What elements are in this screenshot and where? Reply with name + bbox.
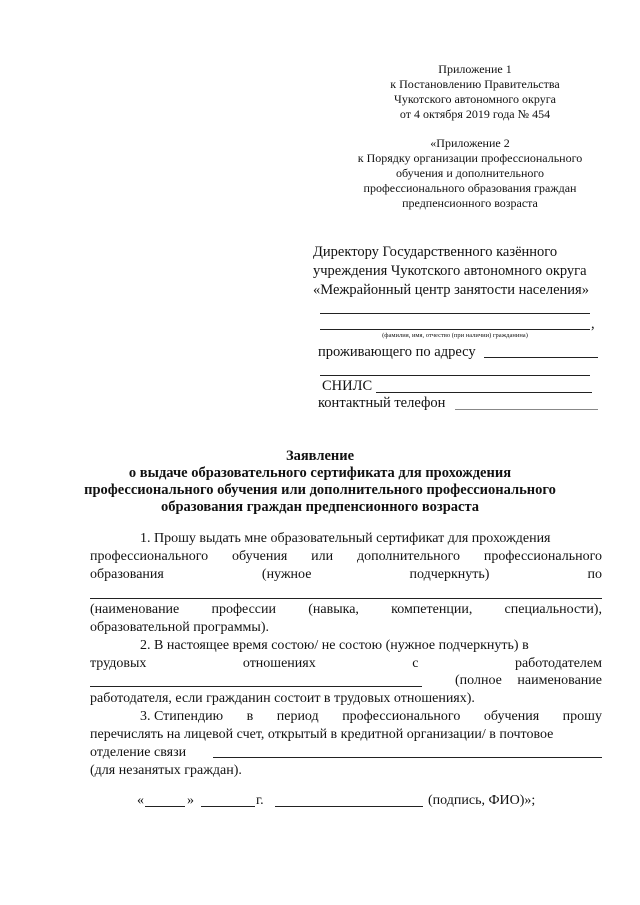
para3-line-1: 3. Стипендию в период профессионального обучения прошу [140,709,602,724]
address-label: проживающего по адресу [318,344,476,360]
addressee-line-1: Директору Государственного казённого [313,244,558,260]
title-line-2: о выдаче образовательного сертификата для прохождения [128,465,512,481]
appendix-line-4: от 4 октября 2019 года № 454 [399,107,551,121]
appendix2-line-3: обучения и дополнительного [395,166,545,180]
appendix2-line-1: «Приложение 2 [430,136,510,150]
fio-hint: (фамилия, имя, отчество (при наличии) гражданина) [382,332,528,339]
appendix-line-1: Приложение 1 [438,62,512,76]
fio-comma: , [591,316,595,332]
snils-label: СНИЛС [322,378,373,394]
appendix-line-2: к Постановлению Правительства [390,77,560,91]
title-line-4: образования граждан предпенсионного возраста [160,499,480,515]
para2-line-1: 2. В настоящее время состою/ не состою (нужное подчеркнуть) в [140,638,529,653]
para1-line-6: образовательной программы). [90,620,269,635]
phone-field[interactable] [455,409,598,410]
appendix2-line-4: профессионального образования граждан [363,181,577,195]
date-open-quote: « [137,793,144,808]
date-close-quote: » [187,793,194,808]
para1-line-3: образования (нужное подчеркнуть) по [90,567,602,582]
address-field-line-2[interactable] [320,375,590,376]
snils-field[interactable] [376,392,592,393]
appendix2-line-5: предпенсионного возраста [402,196,538,210]
year-suffix: г. [256,793,264,808]
title-line-1: Заявление [285,448,355,464]
appendix-line-3: Чукотского автономного округа [394,92,556,106]
para3-line-4: (для незанятых граждан). [90,763,242,778]
para2-line-4: работодателя, если гражданин состоит в трудовых отношениях). [90,691,475,706]
para3-line-2: перечислять на лицевой счет, открытый в кредитной организации/ в почтовое [90,727,554,742]
para3-line-3: отделение связи [90,745,187,760]
addressee-line-3: «Межрайонный центр занятости населения» [313,282,589,298]
para2-line-2: трудовых отношениях с работодателем [90,656,602,671]
post-office-field[interactable] [213,757,602,758]
profession-field[interactable] [90,598,602,599]
title-line-3: профессионального обучения или дополнительного профессионального [84,482,556,498]
phone-label: контактный телефон [318,395,446,411]
fio-field-line-1[interactable] [320,313,590,314]
para2-line-3: (полное наименование [455,673,602,688]
day-field[interactable] [145,806,185,807]
fio-field-line-2[interactable] [320,329,590,330]
month-field[interactable] [201,806,255,807]
address-field[interactable] [484,357,598,358]
para1-line-2: профессионального обучения или дополнительного профессионального [90,549,602,564]
para1-line-5: (наименование профессии (навыка, компетенции, специальности), [90,602,602,617]
employer-field[interactable] [90,686,422,687]
signature-label: (подпись, ФИО)»; [428,793,536,808]
addressee-line-2: учреждения Чукотского автономного округа [313,263,587,279]
appendix2-line-2: к Порядку организации профессионального [357,151,583,165]
para1-line-1: 1. Прошу выдать мне образовательный сертификат для прохождения [140,531,551,546]
signature-field[interactable] [275,806,423,807]
